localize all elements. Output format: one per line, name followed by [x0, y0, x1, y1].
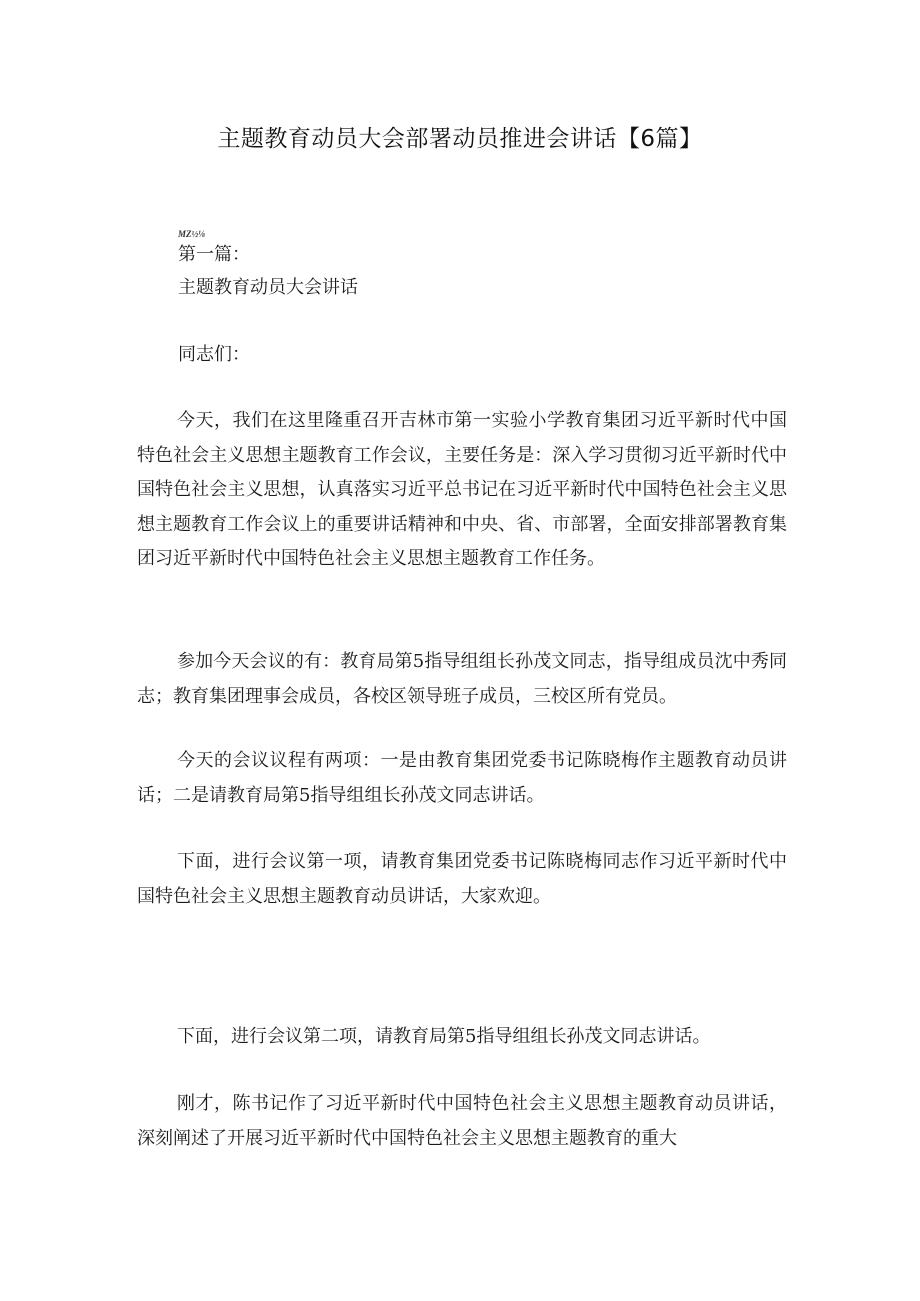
paragraph-item-one: 下面，进行会议第一项，请教育集团党委书记陈晓梅同志作习近平新时代中国特色社会主义思想主题教育动员讲话，大家欢迎。 — [137, 851, 787, 907]
paragraph-agenda: 今天的会议议程有两项：一是由教育集团党委书记陈晓梅作主题教育动员讲话；二是请教育局第5指导组组长孙茂文同志讲话。 — [137, 750, 787, 806]
paragraph-closing: 刚才，陈书记作了习近平新时代中国特色社会主义思想主题教育动员讲话，深刻阐述了开展习近平新时代中国特色社会主义思想主题教育的重大 — [137, 1093, 787, 1149]
small-marker-text: MZ½⅛ — [178, 229, 205, 239]
document-title: 主题教育动员大会部署动员推进会讲话【6篇】 — [217, 126, 703, 152]
paragraph-attendees: 参加今天会议的有：教育局第5指导组组长孙茂文同志，指导组成员沈中秀同志；教育集团理事会成员，各校区领导班子成员，三校区所有党员。 — [137, 651, 787, 707]
paragraph-opening: 今天，我们在这里隆重召开吉林市第一实验小学教育集团习近平新时代中国特色社会主义思想主题教育工作会议，主要任务是：深入学习贯彻习近平新时代中国特色社会主义思想，认真落实习近平总书记在习近平新时代中国特色社会主义思想主题教育工作会议上的重要讲话精神和中央、省、市部署，全面安排部署教育集团习近平新时代中国特色社会主义思想主题教育工作任务。 — [137, 410, 787, 569]
salutation: 同志们： — [178, 344, 250, 365]
section-subtitle: 主题教育动员大会讲话 — [178, 277, 358, 298]
paragraph-item-two: 下面，进行会议第二项，请教育局第5指导组组长孙茂文同志讲话。 — [177, 1026, 711, 1047]
section-heading: 第一篇： — [178, 244, 250, 265]
